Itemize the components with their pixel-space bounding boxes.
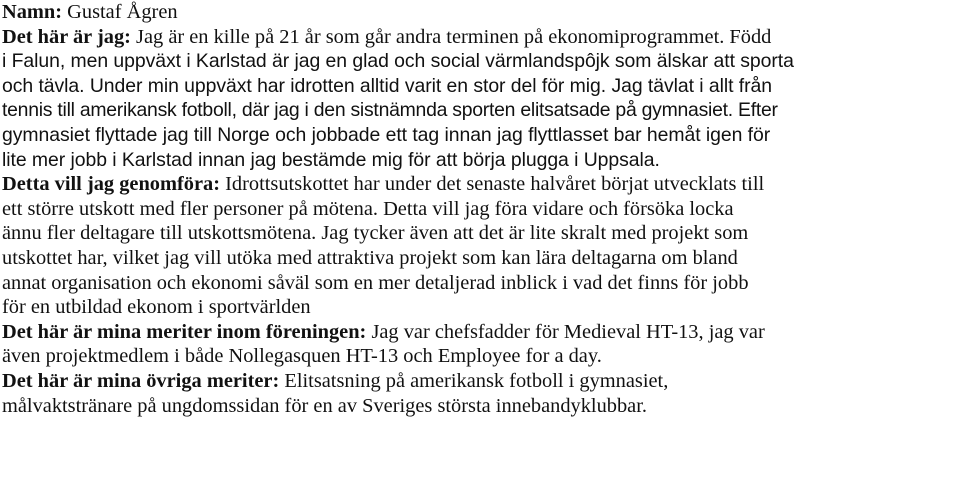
goals-line-5 — [2, 271, 954, 296]
other-merits-line-2 — [2, 394, 954, 419]
about-text-5: gymnasiet flyttade jag till Norge och jobbade ett tag innan jag flyttlasset bar hemåt igen för — [2, 123, 771, 146]
association-merits-line-2 — [2, 344, 954, 369]
other-merits-text-1: Elitsatsning på amerikansk fotboll i gymnasiet, — [279, 369, 669, 392]
about-line-3 — [2, 74, 954, 99]
other-merits-text-2: målvaktstränare på ungdomssidan för en av Sveriges största innebandyklubbar. — [2, 394, 647, 417]
goals-text-5: annat organisation och ekonomi såväl som en mer detaljerad inblick i vad det finns för jobb — [2, 271, 749, 294]
goals-text-2: ett större utskott med fler personer på mötena. Detta vill jag föra vidare och försöka locka — [2, 197, 734, 220]
name-line — [2, 0, 954, 25]
association-merits-text-1: Jag var chefsfadder för Medieval HT-13, jag var — [366, 320, 765, 343]
about-text-4: tennis till amerikansk fotboll, där jag i den sistnämnda sporten elitsatsade på gymnasiet. Efter — [2, 99, 778, 122]
about-label: Det här är jag: — [2, 25, 131, 48]
about-text-3: och tävla. Under min uppväxt har idrotten alltid varit en stor del för mig. Jag tävlat i allt från — [2, 74, 773, 97]
about-line-1 — [2, 25, 954, 50]
goals-text-6: för en utbildad ekonom i sportvärlden — [2, 296, 311, 319]
about-line-2 — [2, 49, 954, 74]
association-merits-label: Det här är mina meriter inom föreningen: — [2, 320, 367, 343]
association-merits-line-1 — [2, 320, 954, 345]
goals-line-6 — [2, 295, 954, 320]
about-text-1: Jag är en kille på 21 år som går andra terminen på ekonomiprogrammet. Född — [130, 25, 772, 48]
goals-line-4 — [2, 246, 954, 271]
goals-text-4: utskottet har, vilket jag vill utöka med attraktiva projekt som kan lära deltagarna om bland — [2, 246, 738, 269]
other-merits-line-1 — [2, 369, 954, 394]
goals-text-1: Idrottsutskottet har under det senaste halvåret börjat utvecklats till — [220, 173, 765, 196]
about-text-6: lite mer jobb i Karlstad innan jag bestämde mig för att börja plugga i Uppsala. — [2, 148, 660, 171]
goals-label: Detta vill jag genomföra: — [2, 173, 221, 196]
other-merits-label: Det här är mina övriga meriter: — [2, 369, 280, 392]
goals-text-3: ännu fler deltagare till utskottsmötena. Jag tycker även att det är lite skralt med projekt som — [2, 222, 749, 245]
association-merits-text-2: även projektmedlem i både Nollegasquen HT-13 och Employee for a day. — [2, 345, 602, 368]
about-text-2: i Falun, men uppväxt i Karlstad är jag en glad och social värmlandspôjk som älskar att sporta — [2, 50, 794, 73]
name-label: Namn: — [2, 1, 63, 23]
document-body — [2, 0, 954, 418]
about-line-5 — [2, 123, 954, 148]
goals-line-1 — [2, 172, 954, 197]
about-line-4 — [2, 98, 954, 123]
goals-line-2 — [2, 197, 954, 222]
about-line-6 — [2, 148, 954, 173]
goals-line-3 — [2, 221, 954, 246]
name-value: Gustaf Ågren — [62, 1, 178, 23]
